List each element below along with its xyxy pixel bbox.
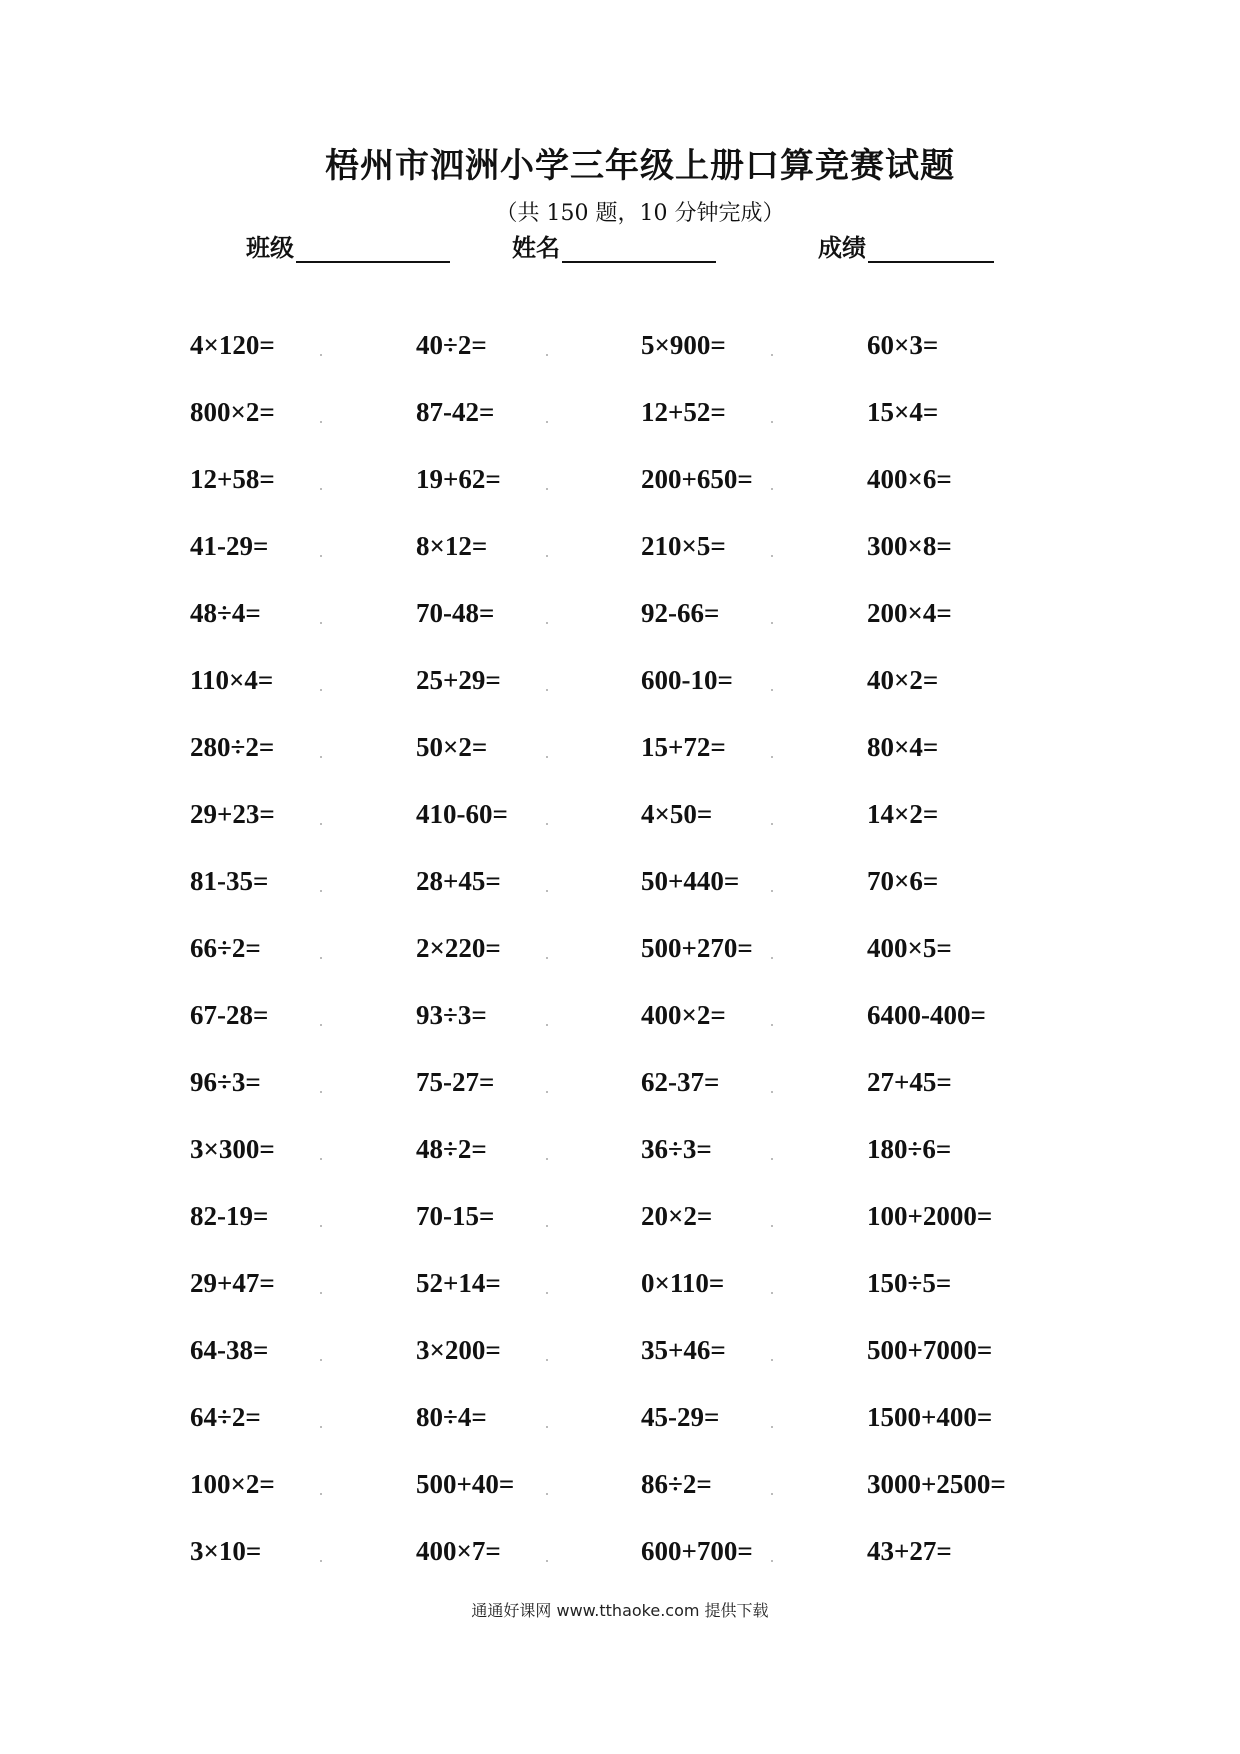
problem-item: 110×4= xyxy=(190,665,274,695)
problem-item: 28+45= xyxy=(416,866,501,896)
problem-item: 29+47= xyxy=(190,1268,275,1298)
footer-credit: 通通好课网 www.tthaoke.com 提供下载 xyxy=(471,1601,769,1620)
answer-mark xyxy=(771,1158,773,1160)
class-field xyxy=(246,228,450,263)
problem-item: 75-27= xyxy=(416,1067,495,1097)
answer-mark xyxy=(320,622,322,624)
problem-item: 80×4= xyxy=(867,732,939,762)
problem-row xyxy=(190,1201,1090,1268)
page-title: 梧州市泗洲小学三年级上册口算竞赛试题 xyxy=(325,146,955,186)
problem-row xyxy=(190,1469,1090,1536)
answer-mark xyxy=(546,890,548,892)
problem-item: 43+27= xyxy=(867,1536,952,1566)
answer-mark xyxy=(771,1024,773,1026)
problem-row xyxy=(190,933,1090,1000)
student-info-row xyxy=(0,228,1240,268)
problem-row xyxy=(190,1402,1090,1469)
score-label: 成绩 xyxy=(818,233,866,262)
problem-item: 150÷5= xyxy=(867,1268,952,1298)
problem-item: 15×4= xyxy=(867,397,939,427)
answer-mark xyxy=(771,622,773,624)
answer-mark xyxy=(771,1359,773,1361)
answer-mark xyxy=(771,823,773,825)
answer-mark xyxy=(320,354,322,356)
problem-row xyxy=(190,665,1090,732)
answer-mark xyxy=(771,1091,773,1093)
answer-mark xyxy=(771,1426,773,1428)
problem-item: 70×6= xyxy=(867,866,939,896)
answer-mark xyxy=(546,756,548,758)
problem-item: 4×50= xyxy=(641,799,713,829)
problem-item: 3×10= xyxy=(190,1536,262,1566)
problem-item: 180÷6= xyxy=(867,1134,952,1164)
problem-item: 19+62= xyxy=(416,464,501,494)
answer-mark xyxy=(320,1426,322,1428)
problem-item: 15+72= xyxy=(641,732,726,762)
problem-item: 800×2= xyxy=(190,397,275,427)
answer-mark xyxy=(546,555,548,557)
answer-mark xyxy=(320,1292,322,1294)
problem-row xyxy=(190,330,1090,397)
problem-item: 100+2000= xyxy=(867,1201,993,1231)
problem-item: 86÷2= xyxy=(641,1469,712,1499)
problem-item: 66÷2= xyxy=(190,933,261,963)
answer-mark xyxy=(546,1024,548,1026)
problem-item: 600+700= xyxy=(641,1536,753,1566)
problem-item: 52+14= xyxy=(416,1268,501,1298)
answer-mark xyxy=(546,957,548,959)
problem-item: 40÷2= xyxy=(416,330,487,360)
problem-item: 14×2= xyxy=(867,799,939,829)
problem-grid xyxy=(190,330,1090,1603)
problem-row xyxy=(190,1335,1090,1402)
problem-item: 27+45= xyxy=(867,1067,952,1097)
problem-item: 210×5= xyxy=(641,531,726,561)
problem-item: 50×2= xyxy=(416,732,488,762)
problem-item: 8×12= xyxy=(416,531,488,561)
problem-item: 500+270= xyxy=(641,933,753,963)
problem-item: 70-48= xyxy=(416,598,495,628)
answer-mark xyxy=(771,421,773,423)
answer-mark xyxy=(771,689,773,691)
problem-item: 80÷4= xyxy=(416,1402,487,1432)
answer-mark xyxy=(320,756,322,758)
answer-mark xyxy=(546,1493,548,1495)
problem-item: 87-42= xyxy=(416,397,495,427)
problem-item: 67-28= xyxy=(190,1000,269,1030)
problem-item: 64÷2= xyxy=(190,1402,261,1432)
answer-mark xyxy=(320,1359,322,1361)
problem-item: 35+46= xyxy=(641,1335,726,1365)
problem-item: 3×200= xyxy=(416,1335,501,1365)
problem-item: 3000+2500= xyxy=(867,1469,1006,1499)
answer-mark xyxy=(320,890,322,892)
answer-mark xyxy=(546,622,548,624)
answer-mark xyxy=(771,890,773,892)
answer-mark xyxy=(771,756,773,758)
problem-item: 12+52= xyxy=(641,397,726,427)
answer-mark xyxy=(546,1091,548,1093)
problem-item: 100×2= xyxy=(190,1469,275,1499)
answer-mark xyxy=(546,1292,548,1294)
problem-item: 96÷3= xyxy=(190,1067,261,1097)
answer-mark xyxy=(771,1493,773,1495)
problem-item: 40×2= xyxy=(867,665,939,695)
problem-row xyxy=(190,1134,1090,1201)
answer-mark xyxy=(320,689,322,691)
problem-item: 64-38= xyxy=(190,1335,269,1365)
problem-item: 6400-400= xyxy=(867,1000,986,1030)
answer-mark xyxy=(320,1158,322,1160)
problem-row xyxy=(190,1268,1090,1335)
name-label: 姓名 xyxy=(512,233,560,262)
answer-mark xyxy=(320,1024,322,1026)
problem-item: 93÷3= xyxy=(416,1000,487,1030)
problem-row xyxy=(190,397,1090,464)
problem-item: 82-19= xyxy=(190,1201,269,1231)
answer-mark xyxy=(771,1225,773,1227)
answer-mark xyxy=(546,689,548,691)
problem-row xyxy=(190,866,1090,933)
problem-item: 500+40= xyxy=(416,1469,515,1499)
answer-mark xyxy=(320,488,322,490)
problem-item: 410-60= xyxy=(416,799,508,829)
answer-mark xyxy=(320,421,322,423)
problem-row xyxy=(190,464,1090,531)
problem-row xyxy=(190,598,1090,665)
problem-item: 41-29= xyxy=(190,531,269,561)
problem-item: 50+440= xyxy=(641,866,740,896)
problem-item: 60×3= xyxy=(867,330,939,360)
problem-item: 200×4= xyxy=(867,598,952,628)
problem-item: 200+650= xyxy=(641,464,753,494)
answer-mark xyxy=(546,1560,548,1562)
answer-mark xyxy=(546,1426,548,1428)
problem-item: 48÷2= xyxy=(416,1134,487,1164)
problem-item: 81-35= xyxy=(190,866,269,896)
score-blank[interactable] xyxy=(868,235,994,263)
problem-item: 0×110= xyxy=(641,1268,725,1298)
problem-row xyxy=(190,1067,1090,1134)
problem-row xyxy=(190,799,1090,866)
problem-item: 1500+400= xyxy=(867,1402,993,1432)
answer-mark xyxy=(771,555,773,557)
class-label: 班级 xyxy=(246,233,294,262)
name-blank[interactable] xyxy=(562,235,716,263)
problem-item: 3×300= xyxy=(190,1134,275,1164)
answer-mark xyxy=(771,1292,773,1294)
problem-row xyxy=(190,531,1090,598)
problem-item: 62-37= xyxy=(641,1067,720,1097)
problem-item: 300×8= xyxy=(867,531,952,561)
answer-mark xyxy=(546,354,548,356)
class-blank[interactable] xyxy=(296,235,450,263)
score-field xyxy=(818,228,994,263)
problem-item: 400×6= xyxy=(867,464,952,494)
answer-mark xyxy=(320,1560,322,1562)
answer-mark xyxy=(771,354,773,356)
problem-item: 48÷4= xyxy=(190,598,261,628)
problem-item: 400×7= xyxy=(416,1536,501,1566)
answer-mark xyxy=(546,1225,548,1227)
problem-item: 25+29= xyxy=(416,665,501,695)
problem-item: 2×220= xyxy=(416,933,501,963)
answer-mark xyxy=(546,1359,548,1361)
problem-item: 600-10= xyxy=(641,665,733,695)
problem-item: 70-15= xyxy=(416,1201,495,1231)
problem-item: 280÷2= xyxy=(190,732,275,762)
problem-item: 45-29= xyxy=(641,1402,720,1432)
answer-mark xyxy=(546,421,548,423)
problem-item: 4×120= xyxy=(190,330,275,360)
problem-row xyxy=(190,732,1090,799)
answer-mark xyxy=(546,1158,548,1160)
answer-mark xyxy=(320,957,322,959)
problem-item: 36÷3= xyxy=(641,1134,712,1164)
problem-row xyxy=(190,1536,1090,1603)
problem-item: 20×2= xyxy=(641,1201,713,1231)
page-subtitle: （共 150 题，10 分钟完成） xyxy=(495,201,785,226)
answer-mark xyxy=(320,823,322,825)
problem-item: 5×900= xyxy=(641,330,726,360)
answer-mark xyxy=(320,1091,322,1093)
answer-mark xyxy=(546,823,548,825)
problem-item: 12+58= xyxy=(190,464,275,494)
answer-mark xyxy=(546,488,548,490)
answer-mark xyxy=(771,488,773,490)
problem-item: 400×5= xyxy=(867,933,952,963)
answer-mark xyxy=(771,1560,773,1562)
answer-mark xyxy=(320,1225,322,1227)
problem-row xyxy=(190,1000,1090,1067)
problem-item: 400×2= xyxy=(641,1000,726,1030)
answer-mark xyxy=(771,957,773,959)
name-field xyxy=(512,228,716,263)
problem-item: 29+23= xyxy=(190,799,275,829)
problem-item: 500+7000= xyxy=(867,1335,993,1365)
problem-item: 92-66= xyxy=(641,598,720,628)
answer-mark xyxy=(320,1493,322,1495)
answer-mark xyxy=(320,555,322,557)
